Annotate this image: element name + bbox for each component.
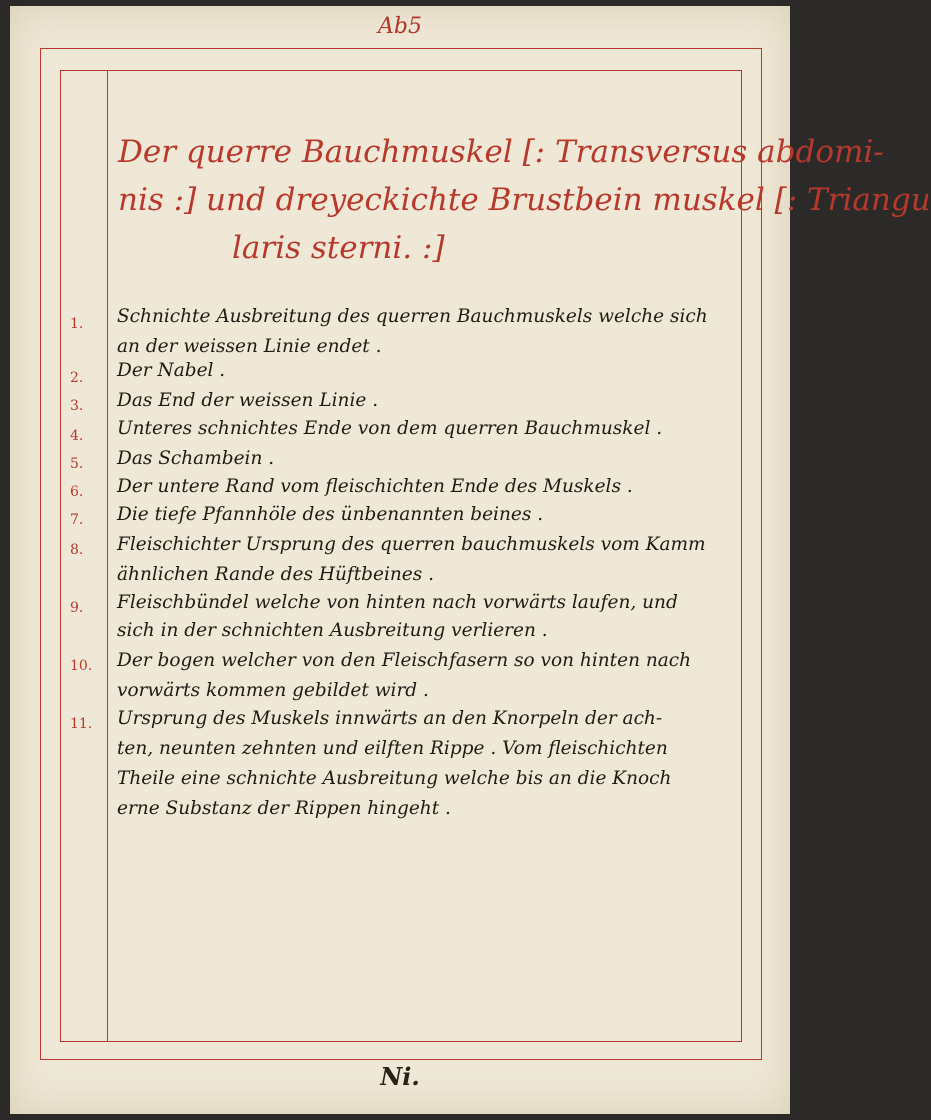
item-7-line-1: Die tiefe Pfannhöle des ünbenannten beines . [117, 504, 544, 525]
margin-rule-line [107, 71, 108, 1041]
item-6-line-1: Der untere Rand vom fleischichten Ende des Muskels . [117, 476, 633, 497]
item-11-line-3: Theile eine schnichte Ausbreitung welche bis an die Knoch [117, 768, 672, 789]
item-5-line-1: Das Schambein . [117, 448, 275, 469]
title-line-2: nis :] und dreyeckichte Brustbein muskel [: Triangu [118, 182, 931, 218]
item-2-line-1: Der Nabel . [117, 360, 226, 381]
item-10-line-2: vorwärts kommen gebildet wird . [117, 680, 429, 701]
item-8-line-1: Fleischichter Ursprung des querren bauchmuskels vom Kamm [117, 534, 706, 555]
item-1-line-2: an der weissen Linie endet . [117, 336, 382, 357]
item-9-line-1: Fleischbündel welche von hinten nach vorwärts laufen, und [117, 592, 678, 613]
item-11-line-2: ten, neunten zehnten und eilften Rippe . Vom fleischichten [117, 738, 668, 759]
title-line-1: Der querre Bauchmuskel [: Transversus abdomi- [118, 134, 884, 170]
item-number-10: 10. [70, 658, 93, 674]
item-4-line-1: Unteres schnichtes Ende von dem querren Bauchmuskel . [117, 418, 663, 439]
item-number-7: 7. [70, 512, 84, 528]
item-number-3: 3. [70, 398, 84, 414]
item-number-2: 2. [70, 370, 84, 386]
item-number-1: 1. [70, 316, 84, 332]
item-10-line-1: Der bogen welcher von den Fleischfasern so von hinten nach [117, 650, 692, 671]
item-number-9: 9. [70, 600, 84, 616]
item-1-line-1: Schnichte Ausbreitung des querren Bauchmuskels welche sich [117, 306, 708, 327]
item-11-line-1: Ursprung des Muskels innwärts an den Knorpeln der ach- [117, 708, 663, 729]
item-number-6: 6. [70, 484, 84, 500]
item-11-line-4: erne Substanz der Rippen hingeht . [117, 798, 451, 819]
item-number-4: 4. [70, 428, 84, 444]
page-title [118, 128, 931, 272]
title-line-3: laris sterni. :] [232, 230, 445, 266]
item-number-11: 11. [70, 716, 93, 732]
item-3-line-1: Das End der weissen Linie . [117, 390, 379, 411]
item-number-8: 8. [70, 542, 84, 558]
item-8-line-2: ähnlichen Rande des Hüftbeines . [117, 564, 435, 585]
item-9-line-2: sich in der schnichten Ausbreitung verlieren . [117, 620, 548, 641]
folio-bottom: Ni. [380, 1062, 420, 1091]
folio-top: Ab5 [378, 14, 422, 39]
item-number-5: 5. [70, 456, 84, 472]
